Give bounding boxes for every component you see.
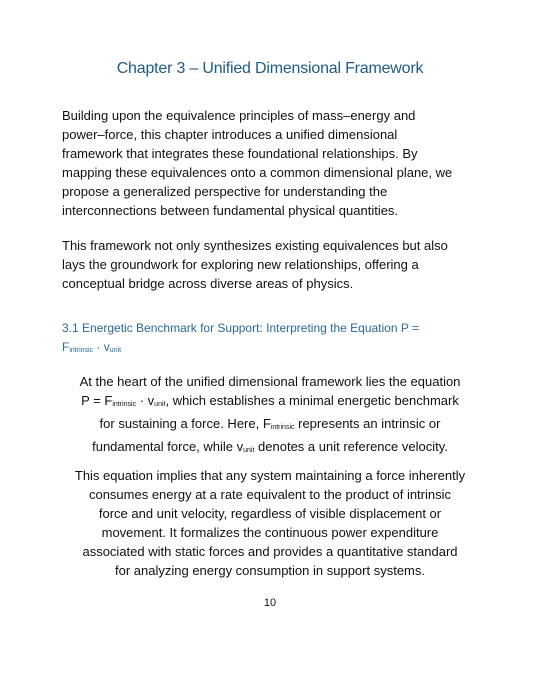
subscript-unit: unit: [109, 347, 122, 354]
paragraph-line: mapping these equivalences onto a common dimensional plane, we: [62, 165, 453, 180]
text-segment: represents an intrinsic or: [294, 416, 441, 431]
subscript-intrinsic: intrinsic: [69, 347, 94, 354]
paragraph-line: power–force, this chapter introduces a unified dimensional: [62, 127, 398, 142]
subscript-intrinsic: intrinsic: [112, 401, 137, 408]
paragraph-line: framework that integrates these foundational relationships. By: [62, 146, 418, 161]
text-segment: P = F: [81, 393, 113, 408]
text-segment: for sustaining a force. Here, F: [99, 416, 271, 431]
paragraph-line: lays the groundwork for exploring new relationships, offering a: [62, 257, 419, 272]
dot-operator: · v: [93, 340, 110, 354]
paragraph-line: [58, 414, 482, 437]
paragraph-line: [58, 437, 482, 460]
body-paragraph-4: [58, 466, 482, 580]
paragraph-line: interconnections between fundamental physical quantities.: [62, 203, 399, 218]
section-heading: [62, 319, 482, 360]
page-number: 10: [263, 597, 277, 609]
body-paragraph-3: [58, 372, 482, 460]
subscript-intrinsic: intrinsic: [270, 424, 295, 431]
paragraph-line: associated with static forces and provides a quantitative standard: [82, 544, 458, 559]
symbol-F: F: [62, 340, 70, 354]
text-segment: , which establishes a minimal energetic benchmark: [165, 393, 459, 408]
paragraph-line: At the heart of the unified dimensional framework lies the equation: [79, 374, 461, 389]
text-segment: denotes a unit reference velocity.: [254, 439, 448, 454]
subscript-unit: unit: [243, 447, 255, 454]
paragraph-line: propose a generalized perspective for understanding the: [62, 184, 388, 199]
section-heading-line-1: 3.1 Energetic Benchmark for Support: Interpreting the Equation P =: [62, 321, 419, 335]
paragraph-line: Building upon the equivalence principles of mass–energy and: [62, 108, 416, 123]
chapter-title: Chapter 3 – Unified Dimensional Framework: [116, 60, 424, 77]
paragraph-line: conceptual bridge across diverse areas of physics.: [62, 276, 354, 291]
paragraph-line: This equation implies that any system maintaining a force inherently: [74, 468, 466, 483]
paragraph-line: movement. It formalizes the continuous power expenditure: [101, 525, 439, 540]
subscript-unit: unit: [154, 401, 166, 408]
text-segment: fundamental force, while v: [92, 439, 244, 454]
intro-paragraph-2: [62, 236, 482, 293]
paragraph-line: This framework not only synthesizes existing equivalences but also: [62, 238, 448, 253]
intro-paragraph-1: [62, 106, 486, 220]
paragraph-line: force and unit velocity, regardless of visible displacement or: [98, 506, 442, 521]
paragraph-line: consumes energy at a rate equivalent to the product of intrinsic: [88, 487, 452, 502]
section-heading-line-2: [62, 338, 482, 360]
paragraph-line: for analyzing energy consumption in support systems.: [115, 563, 425, 578]
text-segment: · v: [136, 393, 155, 408]
paragraph-line-equation: [58, 391, 482, 414]
